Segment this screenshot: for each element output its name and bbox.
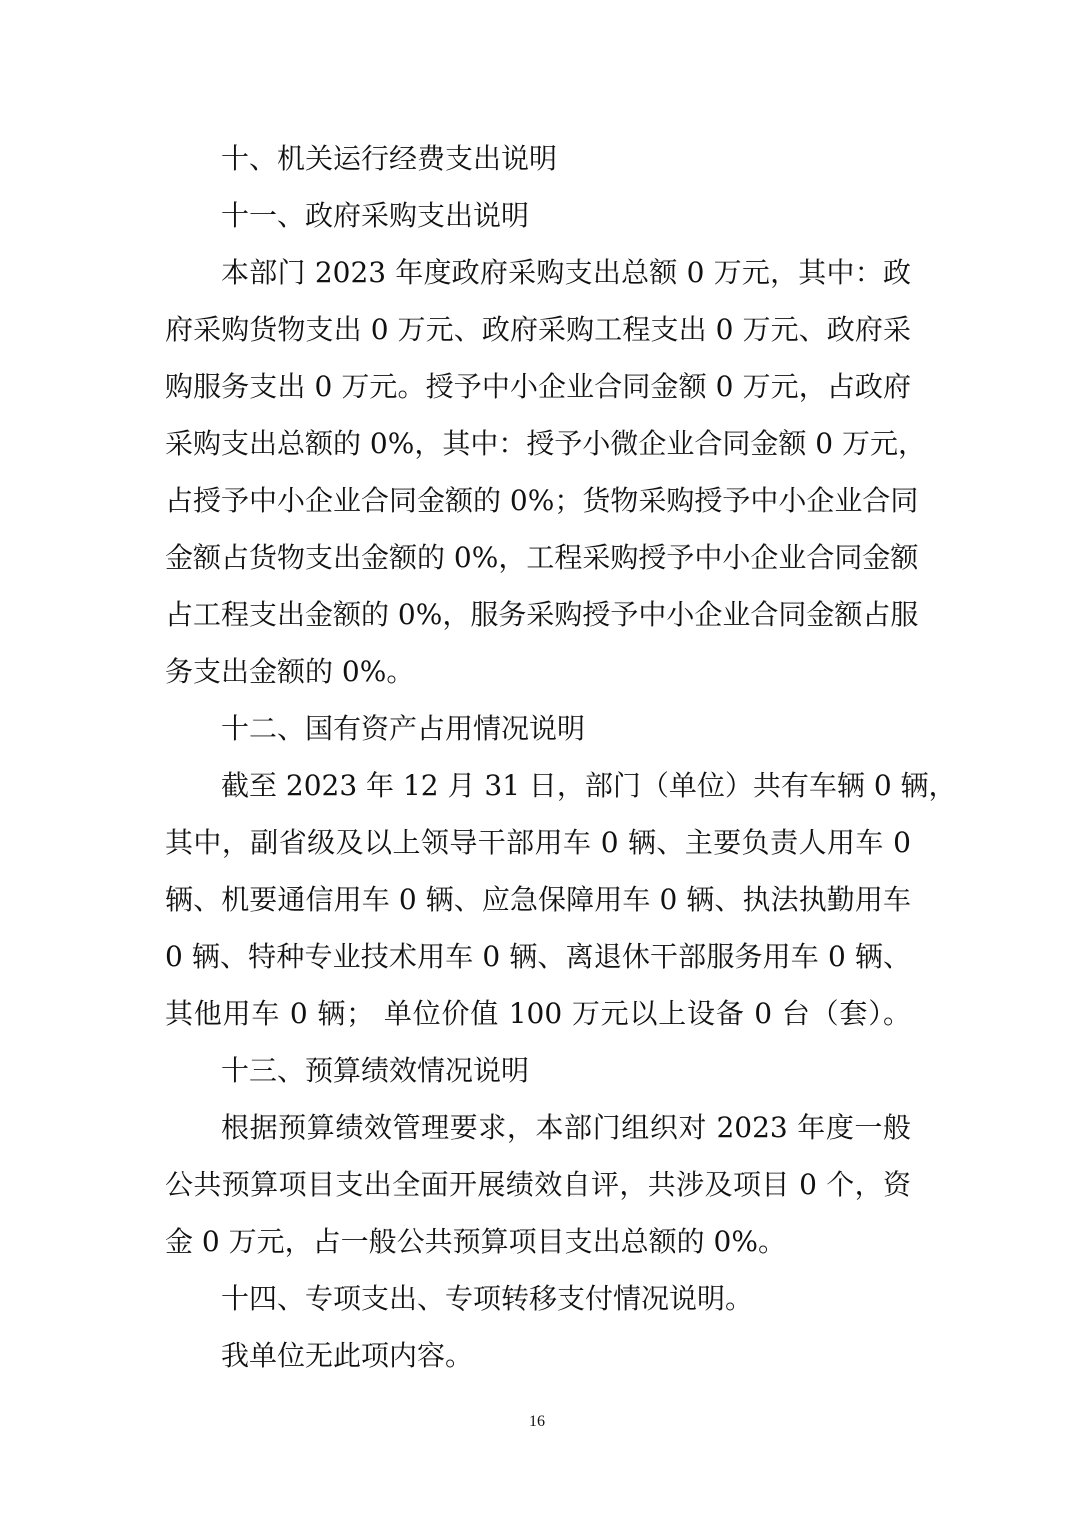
section-12-line-2: 其中，副省级及以上领导干部用车 0 辆、主要负责人用车 0 — [165, 826, 911, 859]
section-12-line-5: 其他用车 0 辆； 单位价值 100 万元以上设备 0 台（套）。 — [165, 997, 911, 1030]
section-12-heading: 十二、国有资产占用情况说明 — [221, 712, 586, 745]
section-11-line-6: 金额占货物支出金额的 0%，工程采购授予中小企业合同金额 — [165, 541, 919, 574]
section-13-line-2: 公共预算项目支出全面开展绩效自评，共涉及项目 0 个，资 — [165, 1168, 911, 1201]
page-number: 16 — [529, 1413, 545, 1430]
section-11-line-7: 占工程支出金额的 0%，服务采购授予中小企业合同金额占服 — [165, 598, 919, 631]
section-11-line-4: 采购支出总额的 0%，其中：授予小微企业合同金额 0 万元， — [165, 427, 926, 460]
section-11-line-1: 本部门 2023 年度政府采购支出总额 0 万元，其中：政 — [221, 256, 911, 289]
section-13-heading: 十三、预算绩效情况说明 — [221, 1054, 530, 1087]
section-13-line-1: 根据预算绩效管理要求，本部门组织对 2023 年度一般 — [221, 1111, 911, 1144]
section-12-line-4: 0 辆、特种专业技术用车 0 辆、离退休干部服务用车 0 辆、 — [165, 940, 911, 973]
section-10-heading: 十、机关运行经费支出说明 — [221, 142, 558, 175]
section-14-heading: 十四、专项支出、专项转移支付情况说明。 — [221, 1282, 754, 1315]
section-12-line-1: 截至 2023 年 12 月 31 日，部门（单位）共有车辆 0 辆， — [221, 769, 957, 802]
section-14-line-1: 我单位无此项内容。 — [221, 1339, 474, 1372]
section-11-line-5: 占授予中小企业合同金额的 0%；货物采购授予中小企业合同 — [165, 484, 919, 517]
section-12-line-3: 辆、机要通信用车 0 辆、应急保障用车 0 辆、执法执勤用车 — [165, 883, 911, 916]
section-11-line-8: 务支出金额的 0%。 — [165, 655, 415, 688]
section-13-line-3: 金 0 万元，占一般公共预算项目支出总额的 0%。 — [165, 1225, 786, 1258]
section-11-line-3: 购服务支出 0 万元。授予中小企业合同金额 0 万元，占政府 — [165, 370, 911, 403]
section-11-heading: 十一、政府采购支出说明 — [221, 199, 530, 232]
section-11-line-2: 府采购货物支出 0 万元、政府采购工程支出 0 万元、政府采 — [165, 313, 911, 346]
